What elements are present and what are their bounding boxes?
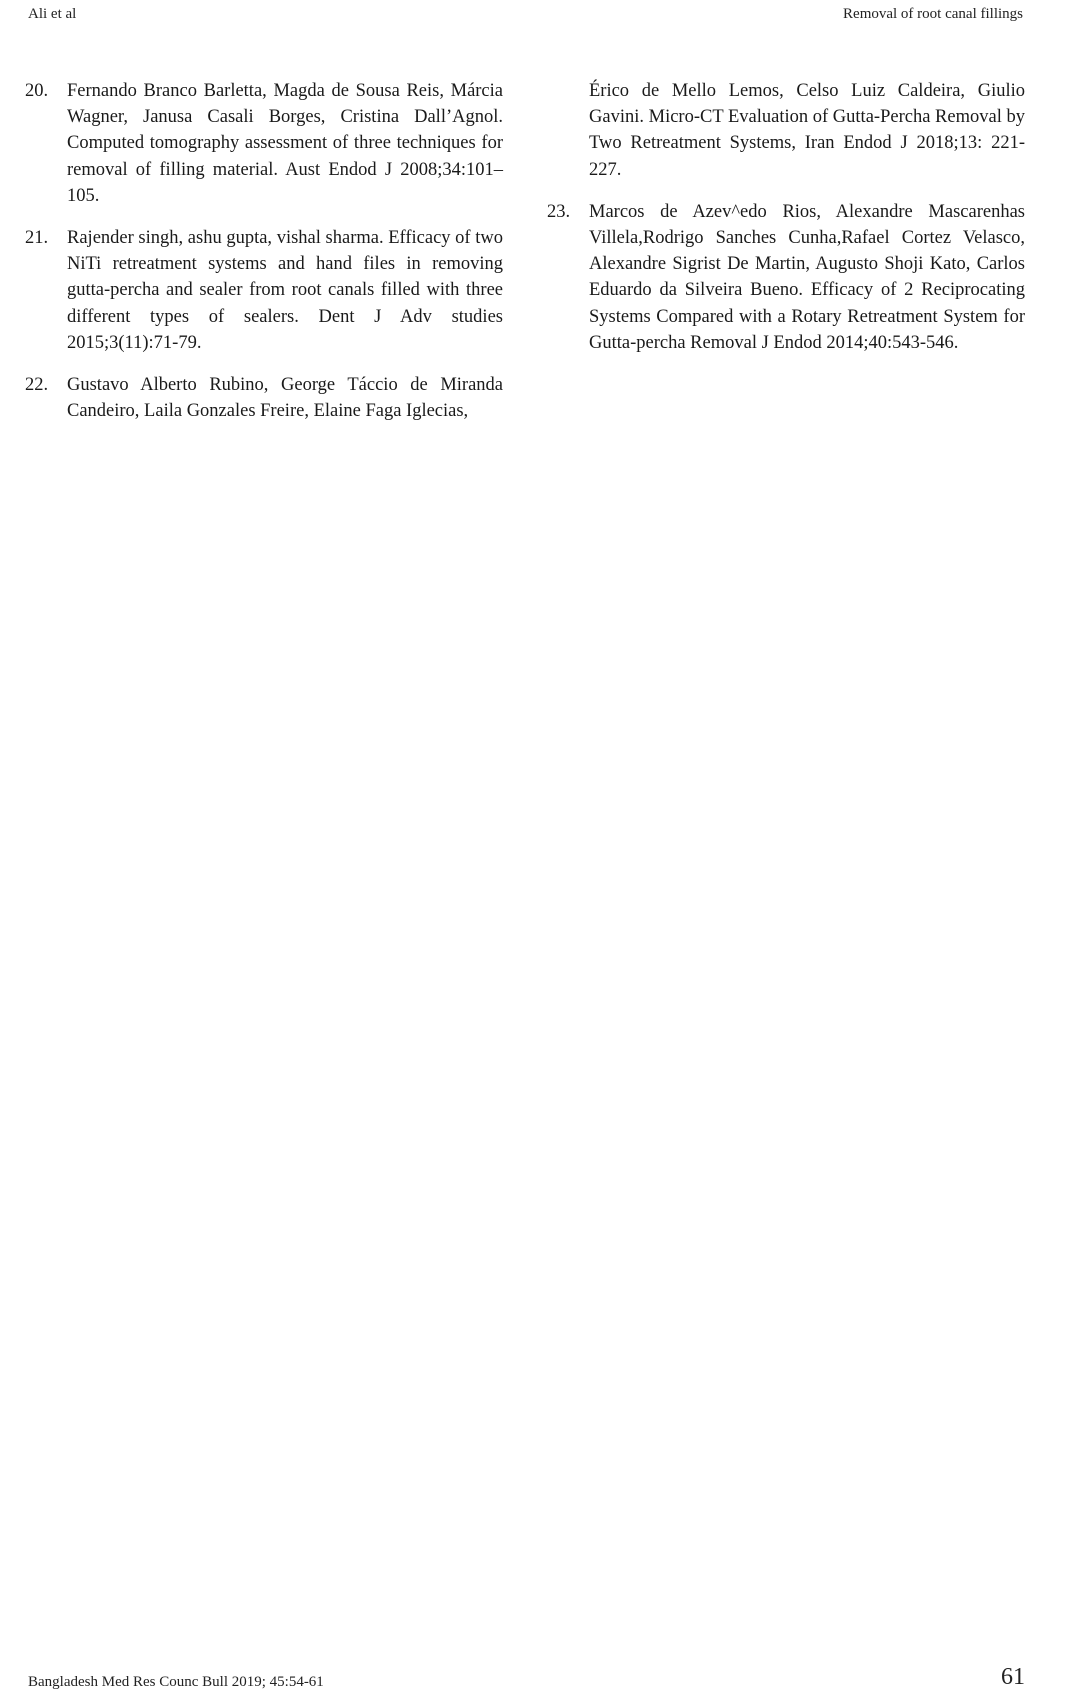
reference-number: 20. [25,81,49,101]
reference-item [25,78,503,209]
reference-item [25,372,503,424]
reference-continuation: Érico de Mello Lemos, Celso Luiz Caldeira, Giulio Gavini. Micro-CT Evaluation of Gutta-Percha Removal by Two Retreatment Systems, Iran Endod J 2018;13: 221-227. [589,81,1025,180]
footer-journal-citation: Bangladesh Med Res Counc Bull 2019; 45:54-61 [28,1674,324,1690]
reference-text: Fernando Branco Barletta, Magda de Sousa Reis, Márcia Wagner, Janusa Casali Borges, Cristina Dall’Agnol. Computed tomography assessment of three techniques for removal of filling material. Aust Endod J 2008;34:101–105. [67,81,503,206]
reference-item [547,199,1025,356]
references-left-column [25,78,503,440]
references-right-column [547,78,1025,372]
reference-item [25,225,503,356]
reference-number: 22. [25,375,49,396]
reference-number: 21. [25,228,49,249]
running-head-authors: Ali et al [28,6,77,22]
page-number: 61 [1001,1664,1025,1690]
reference-text: Rajender singh, ashu gupta, vishal sharma. Efficacy of two NiTi retreatment systems and hand files in removing gutta-percha and sealer from root canals filled with three different types of sealers. Dent J Adv studies 2015;3(11):71-79. [67,228,503,353]
reference-number: 23. [547,201,571,222]
reference-text: Gustavo Alberto Rubino, George Táccio de Miranda Candeiro, Laila Gonzales Freire, Elaine Faga Iglecias, [67,375,503,422]
reference-text: Marcos de Azev^edo Rios, Alexandre Mascarenhas Villela,Rodrigo Sanches Cunha,Rafael Cortez Velasco, Alexandre Sigrist De Martin, Augusto Shoji Kato, Carlos Eduardo da Silveira Bueno. Efficacy of 2 Reciprocating Systems Compared with a Rotary Retreatment System for Gutta-percha Removal J Endod 2014;40:543-546. [589,201,1025,353]
running-head-title: Removal of root canal fillings [843,6,1023,22]
